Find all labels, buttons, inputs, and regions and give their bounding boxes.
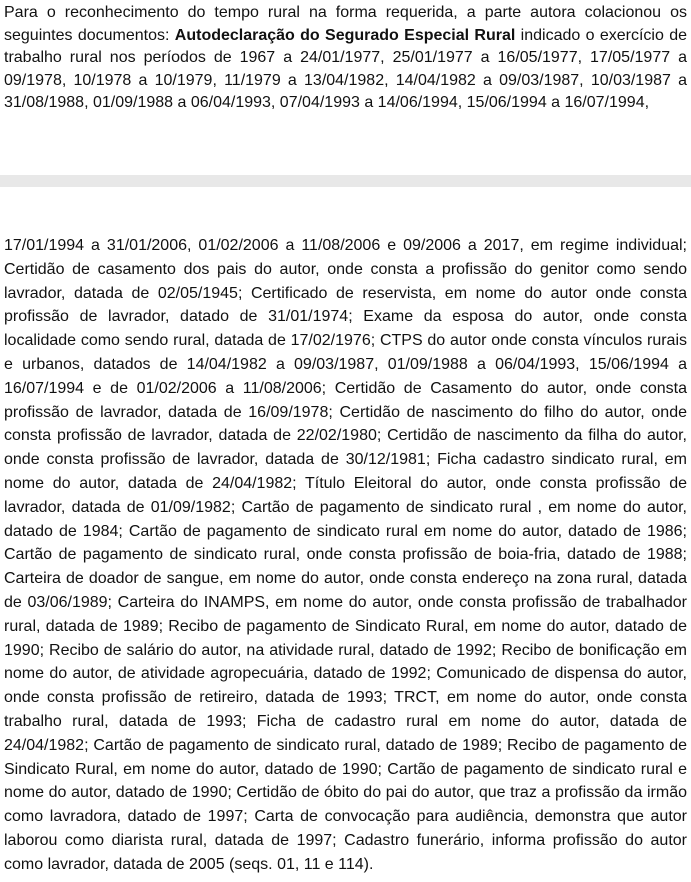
paragraph-documents-list: 17/01/1994 a 31/01/2006, 01/02/2006 a 11/08/2006 e 09/2006 a 2017, em regime individual; Certidão de casamento dos pais do autor, onde consta a profissão do genitor como sendo lavrador, datada de 02/05/1945; Certificado de reservista, em nome do autor onde consta profissão de lavrador, datado de 31/01/1974; Exame da esposa do autor, onde consta localidade como sendo rural, datada de 17/02/1976; CTPS do autor onde consta vínculos rurais e urbanos, datados de 14/04/1982 a 09/03/1987, 01/09/1988 a 06/04/1993, 15/06/1994 a 16/07/1994 e de 01/02/2006 a 11/08/2006; Certidão de Casamento do autor, onde consta profissão de lavrador, datada de 16/09/1978; Certidão de nascimento do filho do autor, onde consta profissão de lavrador, datada de 22/02/1980; Certidão de nascimento da filha do autor, onde consta profissão de lavrador, datada de 30/12/1981; Ficha cadastro sindicato rural, em nome do autor, datada de 24/04/1982; Título Eleitoral do autor, onde consta profissão de lavrador, datada de 01/09/1982; Cartão de pagamento de sindicato rural , em nome do autor, datado de 1984; Cartão de pagamento de sindicato rural em nome do autor, datado de 1986; Cartão de pagamento de sindicato rural, onde consta profissão de boia-fria, datado de 1988; Carteira de doador de sangue, em nome do autor, onde consta endereço na zona rural, datada de 03/06/1989; Carteira do INAMPS, em nome do autor, onde consta profissão de trabalhador rural, datada de 1989; Recibo de pagamento de Sindicato Rural, em nome do autor, datado de 1990; Recibo de salário do autor, na atividade rural, datado de 1992; Recibo de bonificação em nome do autor, de atividade agropecuária, datado de 1992; Comunicado de dispensa do autor, onde consta profissão de retireiro, datada de 1993; TRCT, em nome do autor, onde consta trabalho rural, datada de 1993; Ficha de cadastro rural em nome do autor, datada de 24/04/1982; Cartão de pagamento de sindicato rural, datado de 1989; Recibo de pagamento de Sindicato Rural, em nome do autor, datado de 1990; Cartão de pagamento de sindicato rural e nome do autor, datado de 1990; Certidão de óbito do pai do autor, que traz a profissão da irmão como lavradora, datado de 1997; Carta de convocação para audiência, demonstra que autor laborou como diarista rural, datada de 1997; Cadastro funerário, informa profissão do autor como lavrador, datada de 2005 (seqs. 01, 11 e 114). bbox=[4, 237, 687, 873]
paragraph-documents-intro bbox=[4, 2, 687, 115]
page-bottom-text-block bbox=[4, 234, 687, 877]
periods-text: indicado o exercício de trabalho rural nos períodos de 1967 a 24/01/1977, 25/01/1977 a 16/05/1977, 17/05/1977 a 09/1978, 10/1978 a 10/1979, 11/1979 a 13/04/1982, 14/04/1982 a 09/03/1987, 10/03/1987 a 31/08/1988, 01/09/1988 a 06/04/1993, 07/04/1993 a 14/06/1994, 15/06/1994 a 16/07/1994, bbox=[4, 26, 687, 111]
bold-document-title: Autodeclaração do Segurado Especial Rural bbox=[174, 26, 516, 44]
page-break-divider bbox=[0, 175, 691, 187]
page-top-text-block bbox=[4, 2, 687, 115]
intro-text: Para o reconhecimento do tempo rural na forma requerida, a parte autora colacionou os seguintes documentos: bbox=[4, 4, 687, 44]
